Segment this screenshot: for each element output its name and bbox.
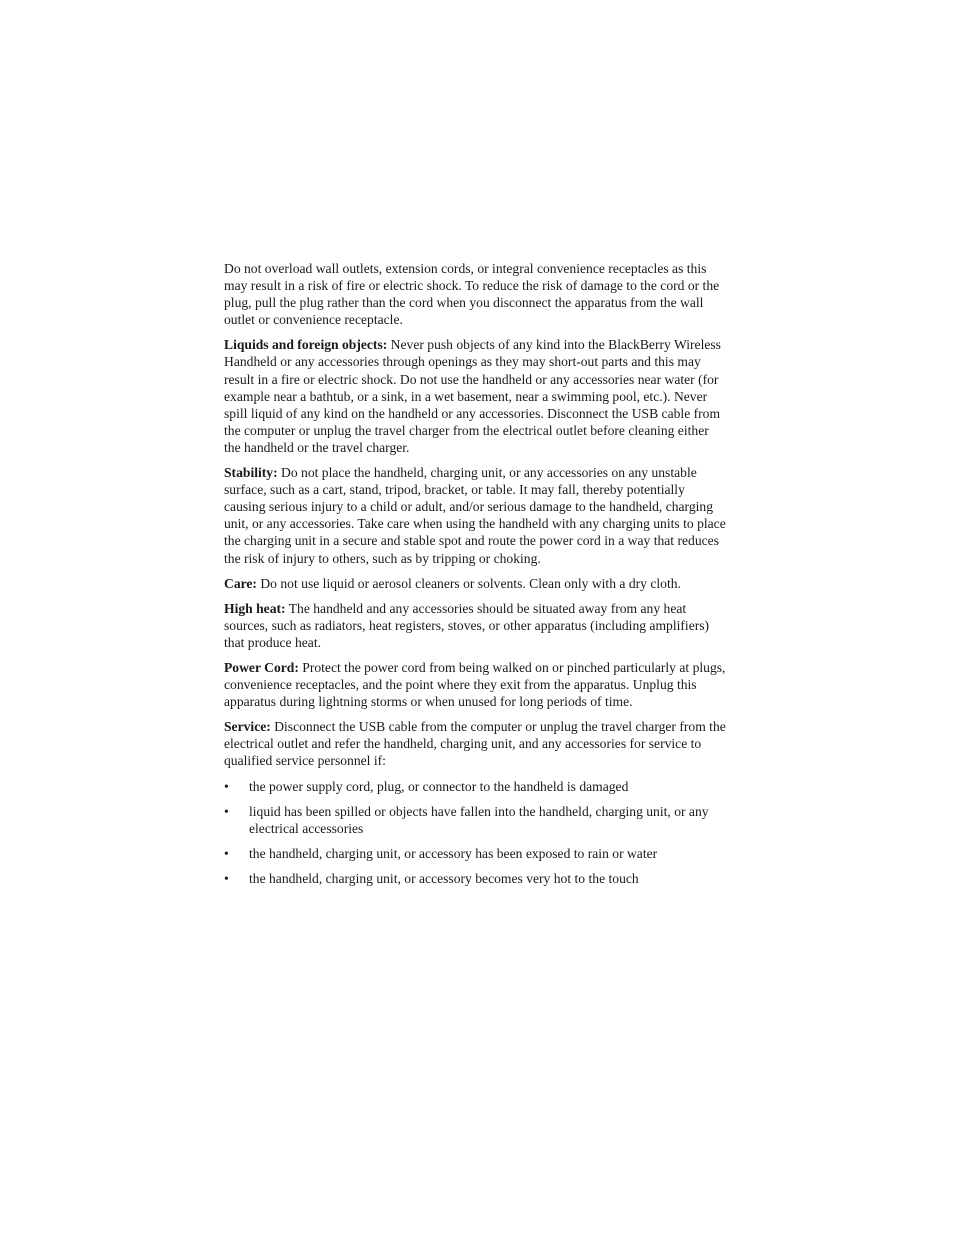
intro-paragraph: Do not overload wall outlets, extension cords, or integral convenience receptacles as this may result in a risk of fire or electric shock. To reduce the risk of damage to the cord or the plug, pull the plug rather than the cord when you disconnect the apparatus from the wall outlet or convenience receptacle.	[224, 261, 720, 328]
section-text: Do not place the handheld, charging unit, or any accessories on any unstable surface, such as a cart, stand, tripod, bracket, or table. It may fall, thereby potentially causing serious injury to a child or adult, and/or serious damage to the handheld, charging unit, or any accessories. Take care when using the handheld with any charging units to place the charging unit in a secure and stable spot and route the power cord in a way that reduces the risk of injury to others, such as by tripping or choking.	[224, 465, 726, 566]
section-text: Protect the power cord from being walked on or pinched particularly at plugs, convenience receptacles, and the point where they exit from the apparatus. Unplug this apparatus during lightning storms or when unused for long periods of time.	[224, 659, 726, 710]
section-term: Stability:	[224, 465, 278, 481]
service-conditions-list	[224, 778, 728, 887]
section-term: Care:	[224, 575, 257, 591]
bullet-icon: •	[224, 870, 229, 886]
section-high-heat	[224, 600, 728, 651]
section-term: Liquids and foreign objects:	[224, 337, 388, 353]
section-care	[224, 575, 728, 592]
section-text: Do not use liquid or aerosol cleaners or solvents. Clean only with a dry cloth.	[256, 575, 681, 591]
bullet-icon: •	[224, 845, 229, 861]
section-text: The handheld and any accessories should be situated away from any heat sources, such as radiators, heat registers, stoves, or other apparatus (including amplifiers) that produce heat.	[224, 600, 710, 650]
section-liquids	[224, 336, 728, 456]
section-service	[224, 718, 728, 769]
section-term: Power Cord:	[224, 659, 299, 675]
document-body	[224, 260, 728, 895]
section-power-cord	[224, 659, 728, 710]
list-item-text: the power supply cord, plug, or connector to the handheld is damaged	[249, 778, 629, 794]
section-term: Service:	[224, 719, 271, 735]
list-item	[224, 803, 728, 837]
list-item-text: the handheld, charging unit, or accessory becomes very hot to the touch	[249, 870, 639, 886]
bullet-icon: •	[224, 803, 229, 819]
section-term: High heat:	[224, 600, 286, 616]
section-text: Disconnect the USB cable from the computer or unplug the travel charger from the electrical outlet and refer the handheld, charging unit, and any accessories for service to qualified service personnel if:	[224, 719, 726, 769]
section-stability	[224, 464, 728, 567]
list-item	[224, 870, 728, 887]
list-item-text: liquid has been spilled or objects have fallen into the handheld, charging unit, or any electrical accessories	[249, 803, 709, 836]
list-item-text: the handheld, charging unit, or accessory has been exposed to rain or water	[249, 845, 658, 861]
list-item	[224, 845, 728, 862]
list-item	[224, 778, 728, 795]
bullet-icon: •	[224, 778, 229, 794]
section-text: Never push objects of any kind into the BlackBerry Wireless Handheld or any accessories through openings as they may short-out parts and this may result in a fire or electric shock. Do not use the handheld or any accessories near water (for example near a bathtub, or a sink, in a wet basement, near a swimming pool, etc.). Never spill liquid of any kind on the handheld or any accessories. Disconnect the USB cable from the computer or unplug the travel charger from the electrical outlet before cleaning either the handheld or the travel charger.	[224, 337, 721, 455]
